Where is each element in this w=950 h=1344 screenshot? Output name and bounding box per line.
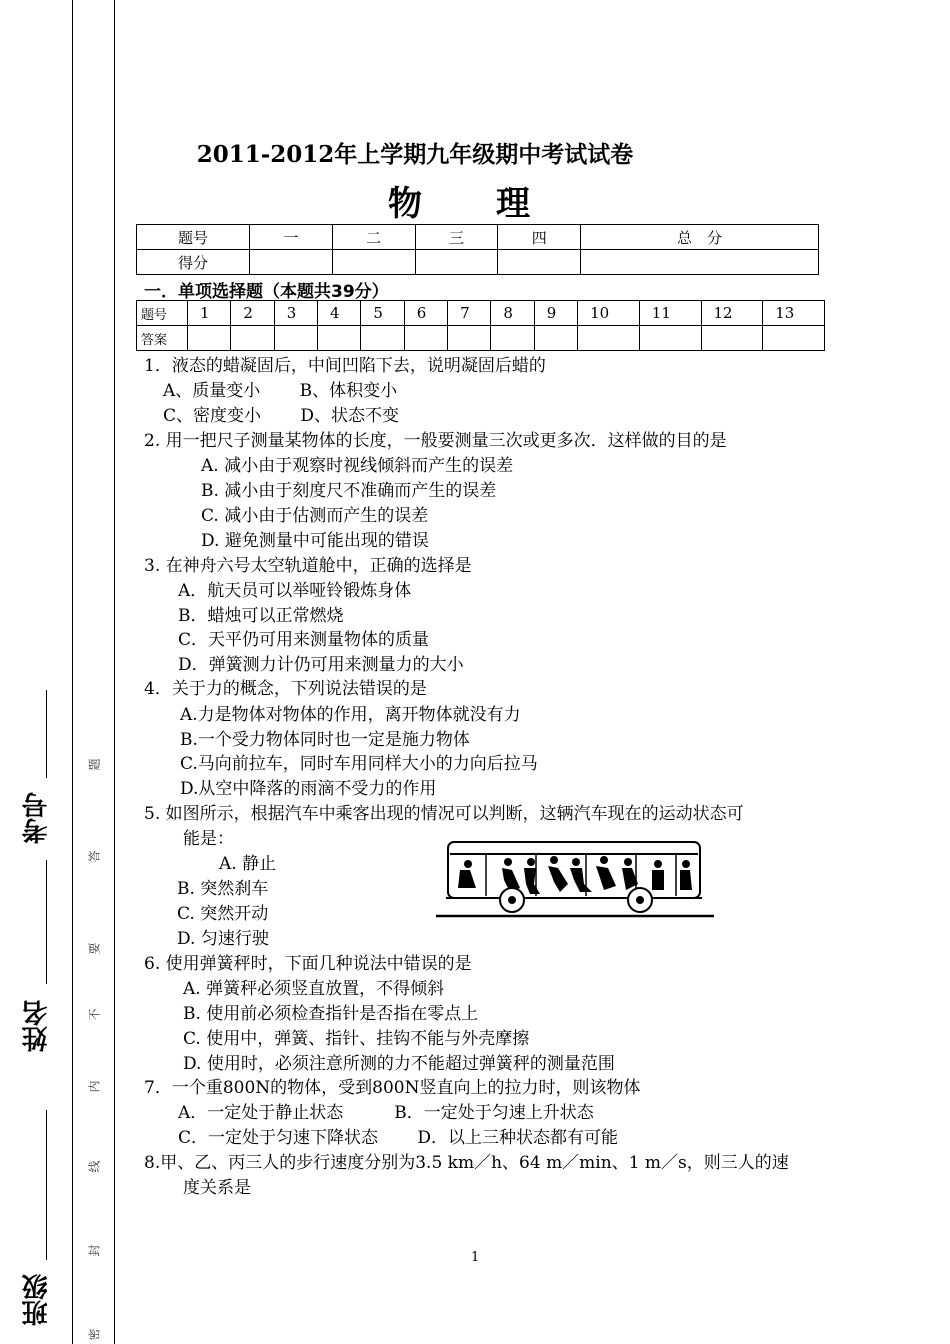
question-stem: 5. 如图所示，根据汽车中乘客出现的情况可以判断，这辆汽车现在的运动状态可	[144, 804, 744, 824]
question-option: A．一定处于静止状态 B．一定处于匀速上升状态	[178, 1103, 594, 1123]
answer-cell[interactable]	[639, 326, 701, 351]
seal-char: 不	[87, 1008, 102, 1021]
question-stem: 6. 使用弹簧秤时，下面几种说法中错误的是	[144, 954, 472, 974]
score-table-label: 题号	[137, 225, 250, 250]
question-stem: 3. 在神舟六号太空轨道舱中，正确的选择是	[144, 556, 472, 576]
question-stem-continued: 能是：	[183, 829, 234, 849]
bus-illustration	[436, 838, 716, 920]
score-table-row	[137, 250, 819, 275]
answer-cell[interactable]	[763, 326, 825, 351]
question-number: 2	[231, 301, 274, 326]
question-option: C.马向前拉车，同时车用同样大小的力向后拉马	[180, 754, 538, 774]
class-label: 班级	[22, 1274, 52, 1326]
question-option: B．蜡烛可以正常燃烧	[178, 606, 344, 626]
seal-char: 要	[87, 942, 102, 955]
question-option: D. 使用时，必须注意所测的力不能超过弹簧秤的测量范围	[183, 1054, 615, 1074]
question-option: A．航天员可以举哑铃锻炼身体	[178, 581, 412, 601]
question-option: D. 匀速行驶	[177, 929, 269, 949]
exam-title-text: 2011-2012年上学期九年级期中考试试卷	[196, 141, 634, 168]
question-option: B.一个受力物体同时也一定是施力物体	[180, 730, 470, 750]
score-cell[interactable]	[250, 250, 333, 275]
number-blank-line	[46, 690, 47, 778]
page-number: 1	[471, 1250, 480, 1265]
score-cell[interactable]	[415, 250, 498, 275]
margin-outer-line	[72, 0, 73, 1344]
answer-cell[interactable]	[491, 326, 534, 351]
question-number: 8	[491, 301, 534, 326]
question-number: 11	[639, 301, 701, 326]
question-number: 5	[361, 301, 404, 326]
score-table-col: 四	[498, 225, 581, 250]
question-stem: 2. 用一把尺子测量某物体的长度，一般要测量三次或更多次．这样做的目的是	[144, 431, 727, 451]
answer-cell[interactable]	[318, 326, 361, 351]
question-option: A. 减小由于观察时视线倾斜而产生的误差	[201, 456, 514, 476]
question-stem-continued: 度关系是	[183, 1178, 251, 1198]
answer-cell[interactable]	[701, 326, 763, 351]
answer-cell[interactable]	[534, 326, 577, 351]
question-option: C、密度变小 D、状态不变	[163, 406, 400, 426]
question-option: D.从空中降落的雨滴不受力的作用	[180, 779, 437, 799]
question-option: D．弹簧测力计仍可用来测量力的大小	[178, 655, 464, 675]
class-blank-line	[46, 1110, 47, 1260]
question-option: A. 弹簧秤必须竖直放置，不得倾斜	[183, 979, 445, 999]
answer-cell[interactable]	[404, 326, 447, 351]
question-option: B. 使用前必须检查指针是否指在零点上	[183, 1004, 479, 1024]
question-option: B. 减小由于刻度尺不准确而产生的误差	[201, 481, 497, 501]
question-option: A.力是物体对物体的作用，离开物体就没有力	[180, 705, 521, 725]
question-number: 10	[578, 301, 640, 326]
score-table-col: 一	[250, 225, 333, 250]
score-cell[interactable]	[498, 250, 581, 275]
question-option: C. 突然开动	[177, 904, 269, 924]
name-label: 姓名	[22, 1000, 52, 1052]
question-number: 7	[448, 301, 491, 326]
score-table-row	[137, 225, 819, 250]
seal-char: 线	[87, 1160, 102, 1173]
score-cell[interactable]	[332, 250, 415, 275]
score-table-col: 三	[415, 225, 498, 250]
seal-char: 封	[87, 1244, 102, 1257]
seal-char: 密	[87, 1328, 102, 1341]
section-heading: 一．单项选择题（本题共39分）	[144, 282, 389, 302]
margin-inner-line	[114, 0, 115, 1344]
question-number: 1	[188, 301, 231, 326]
question-stem: 4．关于力的概念，下列说法错误的是	[144, 679, 427, 699]
question-option: A、质量变小 B、体积变小	[163, 381, 398, 401]
subject-title: 物理	[388, 184, 604, 224]
question-stem: 1．液态的蜡凝固后，中间凹陷下去，说明凝固后蜡的	[144, 356, 546, 376]
question-option: C．天平仍可用来测量物体的质量	[178, 630, 430, 650]
answer-cell[interactable]	[448, 326, 491, 351]
answer-table-label: 答案	[137, 326, 188, 351]
question-number: 9	[534, 301, 577, 326]
answer-table	[136, 300, 825, 351]
seal-char: 内	[87, 1080, 102, 1093]
number-label: 考号	[22, 792, 52, 844]
answer-table-row	[137, 301, 825, 326]
name-blank-line	[46, 860, 47, 984]
seal-char: 答	[87, 850, 102, 863]
answer-cell[interactable]	[361, 326, 404, 351]
score-table-col: 二	[332, 225, 415, 250]
answer-table-label: 题号	[137, 301, 188, 326]
answer-table-row	[137, 326, 825, 351]
question-option: A. 静止	[219, 854, 277, 874]
exam-title	[0, 136, 830, 169]
question-option: C. 减小由于估测而产生的误差	[201, 506, 429, 526]
question-number: 13	[763, 301, 825, 326]
question-option: D. 避免测量中可能出现的错误	[201, 531, 429, 551]
question-number: 6	[404, 301, 447, 326]
question-option: C. 使用中，弹簧、指针、挂钩不能与外壳摩擦	[183, 1029, 530, 1049]
question-stem: 7．一个重800N的物体，受到800N竖直向上的拉力时，则该物体	[144, 1078, 641, 1098]
question-option: C．一定处于匀速下降状态 D．以上三种状态都有可能	[178, 1128, 619, 1148]
answer-cell[interactable]	[274, 326, 317, 351]
seal-char: 题	[87, 758, 102, 771]
question-option: B. 突然刹车	[177, 879, 269, 899]
question-number: 4	[318, 301, 361, 326]
answer-cell[interactable]	[578, 326, 640, 351]
question-number: 3	[274, 301, 317, 326]
question-stem: 8.甲、乙、丙三人的步行速度分别为3.5 km／h、64 m／min、1 m／s，则三人的速	[144, 1153, 789, 1173]
answer-cell[interactable]	[188, 326, 231, 351]
score-table	[136, 224, 819, 275]
score-table-label: 得分	[137, 250, 250, 275]
question-number: 12	[701, 301, 763, 326]
answer-cell[interactable]	[231, 326, 274, 351]
score-cell[interactable]	[581, 250, 819, 275]
score-table-col: 总 分	[581, 225, 819, 250]
